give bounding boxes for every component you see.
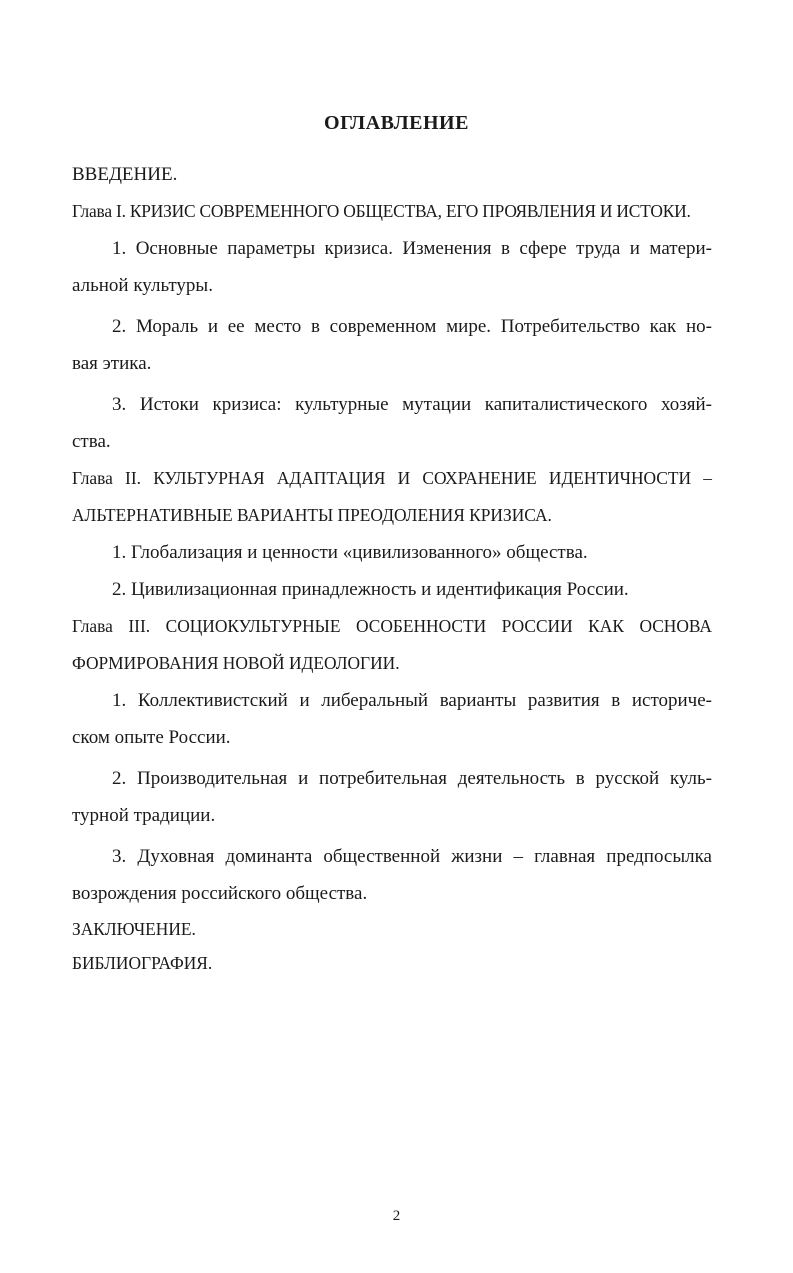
toc-title: ОГЛАВЛЕНИЕ: [324, 112, 469, 134]
toc-heading-line: Глава III. СОЦИОКУЛЬТУРНЫЕ ОСОБЕННОСТИ РОССИИ КАК ОСНОВА: [72, 616, 712, 636]
toc-chapter-1-item-2: [72, 308, 712, 382]
toc-bibliography: БИБЛИОГРАФИЯ.: [72, 953, 213, 973]
toc-item-line: 2. Производительная и потребительная деятельность в русской куль-: [112, 768, 712, 789]
toc-chapter-3-item-1: [72, 682, 712, 756]
toc-item-line: вая этика.: [72, 353, 152, 374]
toc-item-line: 3. Истоки кризиса: культурные мутации капиталистического хозяй-: [112, 394, 712, 415]
toc-item-line: ства.: [72, 431, 111, 452]
toc-item-line: ском опыте России.: [72, 727, 231, 748]
toc-heading-line: Глава II. КУЛЬТУРНАЯ АДАПТАЦИЯ И СОХРАНЕНИЕ ИДЕНТИЧНОСТИ –: [72, 468, 712, 488]
toc-heading-line: ФОРМИРОВАНИЯ НОВОЙ ИДЕОЛОГИИ.: [72, 653, 400, 673]
toc-chapter-2-heading: [72, 460, 712, 534]
page-number: 2: [392, 1208, 401, 1224]
toc-chapter-2-item-2: 2. Цивилизационная принадлежность и идентификация России.: [112, 579, 629, 600]
toc-item-line: возрождения российского общества.: [72, 883, 368, 904]
toc-item-line: 1. Коллективистский и либеральный варианты развития в историче-: [112, 690, 712, 711]
toc-item-line: альной культуры.: [72, 275, 213, 296]
toc-conclusion: ЗАКЛЮЧЕНИЕ.: [72, 919, 196, 939]
toc-introduction: ВВЕДЕНИЕ.: [72, 164, 178, 185]
toc-chapter-3-item-2: [72, 760, 712, 834]
toc-chapter-1-item-1: [72, 230, 712, 304]
toc-chapter-3-heading: [72, 608, 712, 682]
table-of-contents: [72, 156, 712, 980]
toc-item-line: 3. Духовная доминанта общественной жизни – главная предпосылка: [112, 846, 712, 867]
toc-item-line: турной традиции.: [72, 805, 216, 826]
toc-heading-line: АЛЬТЕРНАТИВНЫЕ ВАРИАНТЫ ПРЕОДОЛЕНИЯ КРИЗИСА.: [72, 505, 552, 525]
toc-chapter-2-item-1: 1. Глобализация и ценности «цивилизованного» общества.: [112, 542, 588, 563]
toc-item-line: 1. Основные параметры кризиса. Изменения в сфере труда и матери-: [112, 238, 712, 259]
toc-item-line: 2. Мораль и ее место в современном мире. Потребительство как но-: [112, 316, 712, 337]
toc-chapter-1-heading: Глава I. КРИЗИС СОВРЕМЕННОГО ОБЩЕСТВА, ЕГО ПРОЯВЛЕНИЯ И ИСТОКИ.: [72, 201, 691, 221]
toc-chapter-3-item-3: [72, 838, 712, 912]
toc-chapter-1-item-3: [72, 386, 712, 460]
